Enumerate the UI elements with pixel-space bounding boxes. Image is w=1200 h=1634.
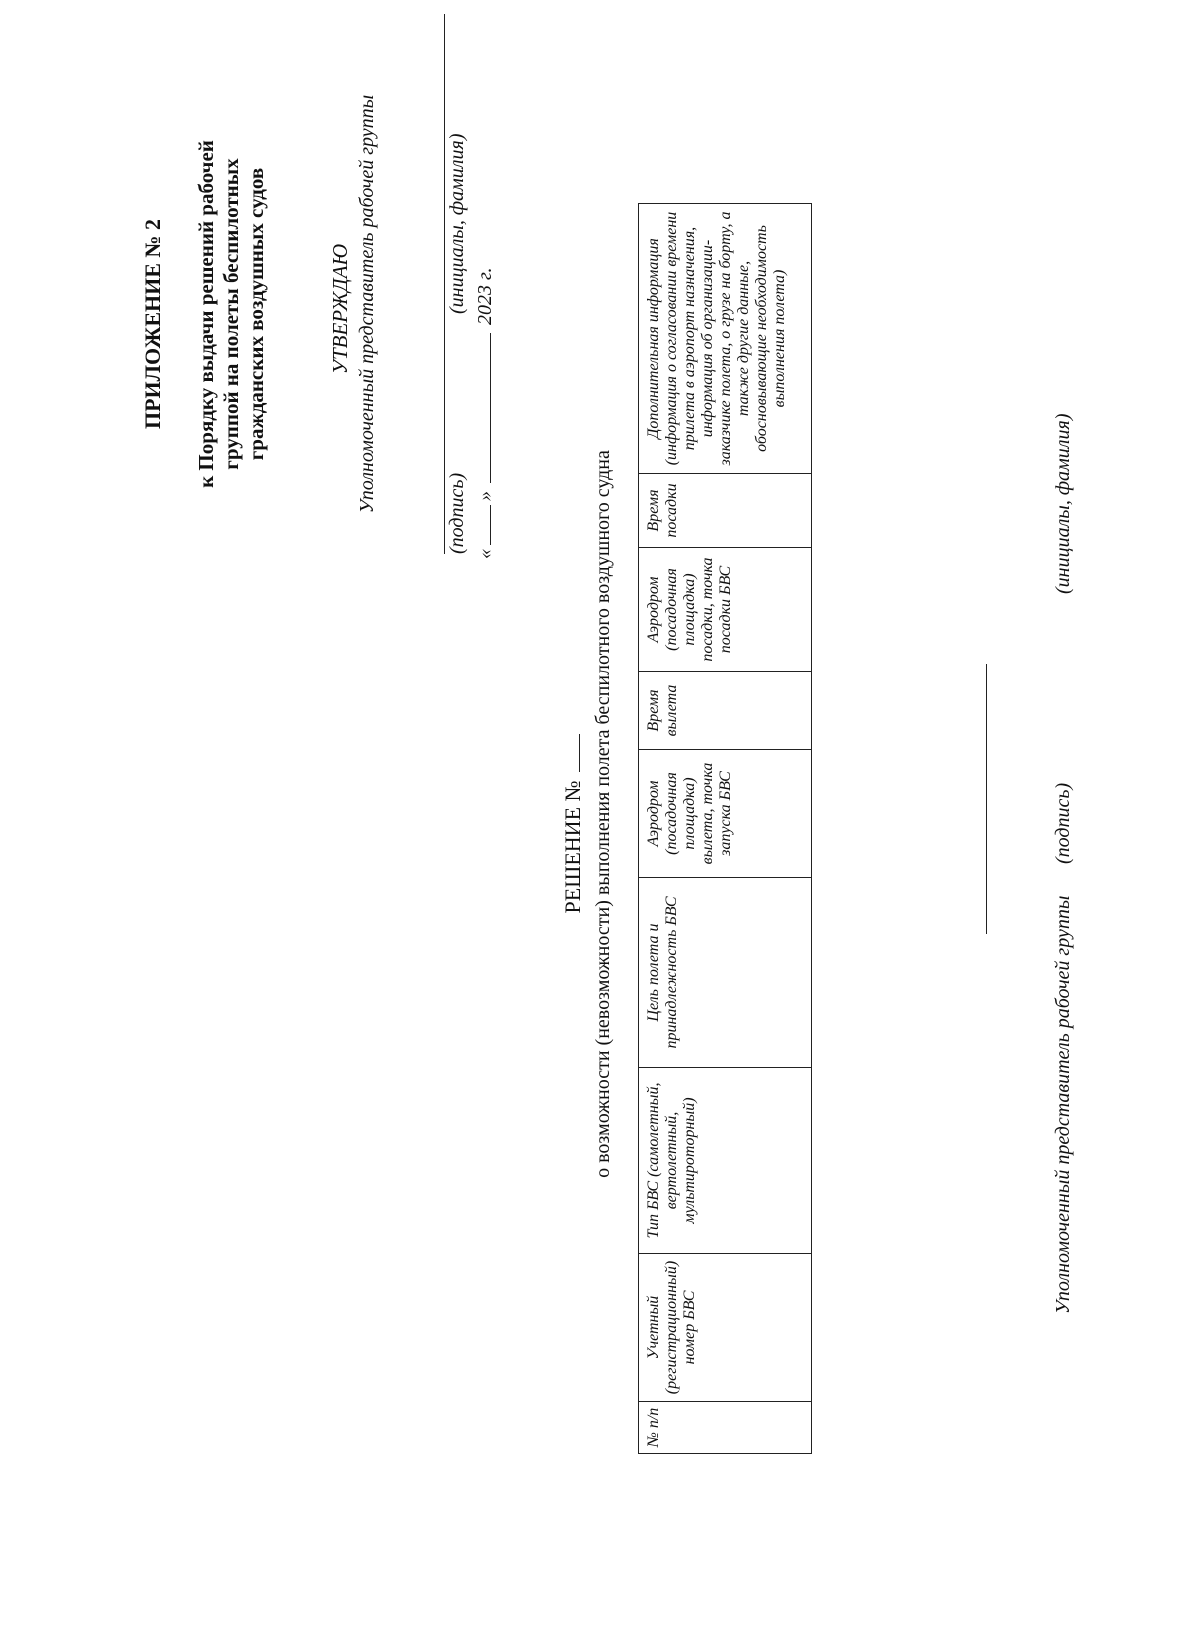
- signer-signature-line: [986, 664, 987, 934]
- date-open-quote: «: [474, 549, 496, 559]
- signer-label: Уполномоченный представитель рабочей группы: [1052, 895, 1074, 1314]
- decision-number-blank: [579, 735, 580, 773]
- col-additional-info: Дополнительная информация (информация о согласовании времени прилета в аэропорт назначения, информация об организации-заказчике полета, о грузе на борту, а также другие данные, обосновывающие необходимость выполнения полета): [639, 204, 812, 474]
- approval-name-hint: (инициалы, фамилия): [446, 133, 468, 314]
- col-landing-aerodrome: Аэродром (посадочная площадка) посадки, точка посадки БВС: [639, 548, 812, 672]
- col-departure-aerodrome: Аэродром (посадочная площадка) вылета, точка запуска БВС: [639, 750, 812, 878]
- appendix-reference: к Порядку выдачи решений рабочей группой на полеты беспилотных гражданских воздушных судов: [194, 140, 268, 488]
- approval-signature-line: [444, 14, 445, 554]
- col-registration-number: Учетный (регистрационный) номер БВС: [639, 1254, 812, 1402]
- col-flight-purpose: Цель полета и принадлежность БВС: [639, 878, 812, 1068]
- col-departure-time: Время вылета: [639, 672, 812, 750]
- signer-name-hint: (инициалы, фамилия): [1052, 413, 1074, 594]
- date-year: 2023 г.: [474, 267, 496, 325]
- appendix-title: ПРИЛОЖЕНИЕ № 2: [140, 218, 165, 430]
- day-blank: [490, 505, 491, 545]
- decision-title-text: РЕШЕНИЕ №: [560, 780, 585, 914]
- approval-title: Уполномоченный представитель рабочей группы: [356, 94, 378, 514]
- col-landing-time: Время посадки: [639, 474, 812, 548]
- decision-table: [638, 203, 812, 1454]
- date-close-quote: »: [474, 491, 496, 501]
- approval-date: [474, 267, 497, 559]
- approval-word: УТВЕРЖДАЮ: [328, 243, 352, 375]
- table-header-row: [639, 204, 812, 1454]
- decision-subtitle: о возможности (невозможности) выполнения полета беспилотного воздушного судна: [592, 450, 614, 1178]
- signer-signature-hint: (подпись): [1052, 782, 1074, 864]
- approval-signature-hint: (подпись): [446, 472, 468, 554]
- col-number: № п/п: [639, 1402, 812, 1454]
- month-blank: [490, 333, 491, 483]
- col-uav-type: Тип БВС (самолетный, вертолетный, мультироторный): [639, 1068, 812, 1254]
- decision-title: [560, 664, 586, 984]
